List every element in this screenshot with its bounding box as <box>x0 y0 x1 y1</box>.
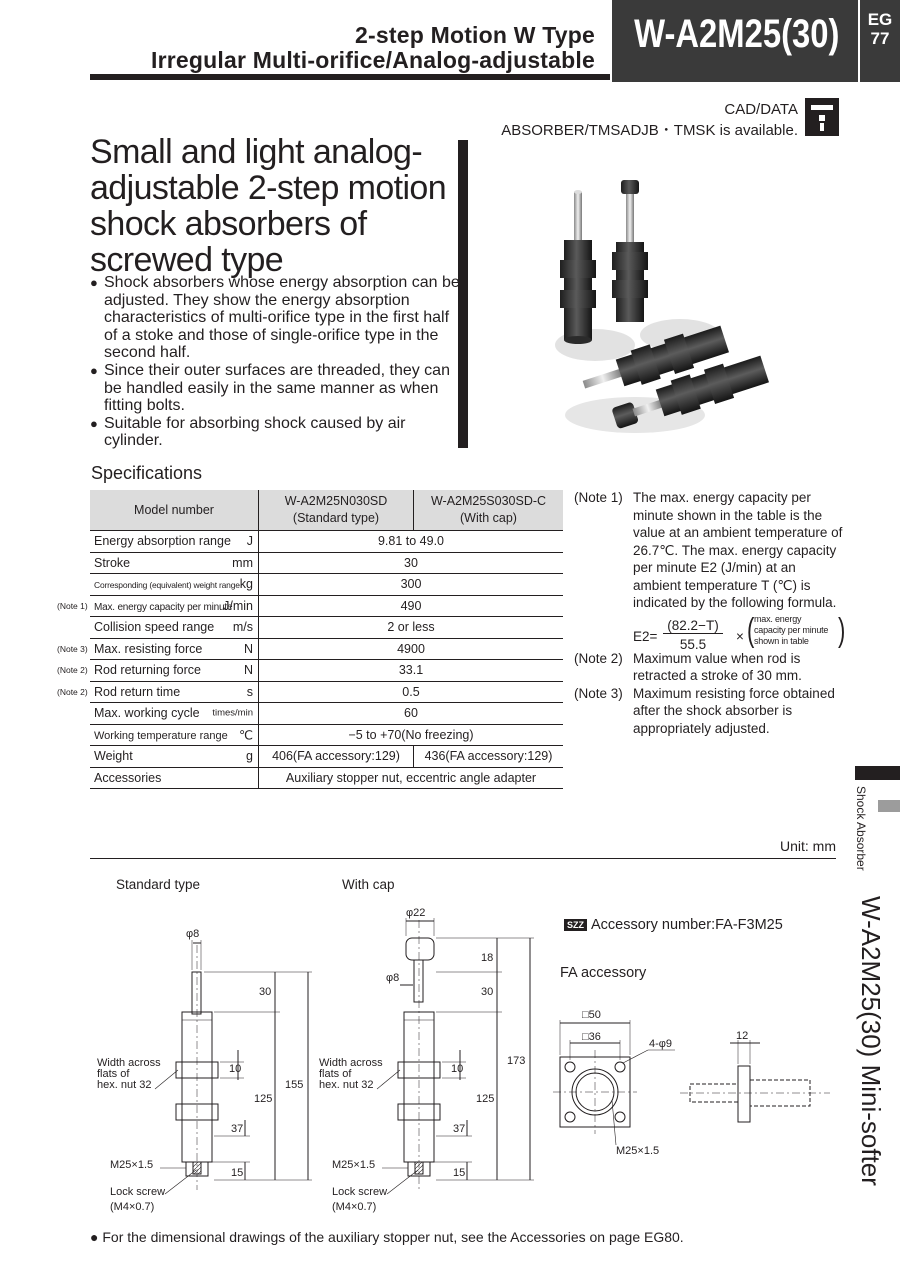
row-value: 0.5 <box>259 681 564 703</box>
row-label: Stroke mm <box>90 552 259 574</box>
col1-model: W-A2M25N030SD <box>284 494 388 508</box>
cap-dim-10: 10 <box>451 1063 464 1075</box>
table-row <box>90 552 563 574</box>
table-row <box>90 574 563 596</box>
table-row <box>90 617 563 639</box>
note-2-tag: (Note 2) <box>574 650 623 666</box>
formula-denominator: 55.5 <box>679 636 707 652</box>
feature-item: ● Suitable for absorbing shock caused by air cylinder. <box>90 415 462 450</box>
fa-thread: M25×1.5 <box>616 1145 660 1157</box>
cap-lock2: (M4×0.7) <box>332 1201 377 1213</box>
std-dim-30: 30 <box>259 986 272 998</box>
col1-header <box>259 490 414 531</box>
row-value-cap: 436(FA accessory:129) <box>414 746 564 768</box>
row-label: Accessories <box>90 767 259 789</box>
model-number-header: Model number <box>90 490 259 531</box>
cap-dim-125: 125 <box>476 1093 495 1105</box>
note-1-text: The max. energy capacity per minute shown in the table is the value at an ambient temperature of 26.7℃. The max. energy capacity per minute E2 (J/min) at an ambient temperature T (℃) is indicated by the following formula. <box>633 490 843 610</box>
formula-paren-3: shown in table <box>754 635 809 646</box>
rod <box>574 192 582 242</box>
std-dim-125: 125 <box>254 1093 273 1105</box>
notes <box>574 489 844 737</box>
unit-label: Unit: mm <box>780 838 836 854</box>
note-2 <box>574 650 844 685</box>
cap-dim-173: 173 <box>507 1055 526 1067</box>
row-value: 33.1 <box>259 660 564 682</box>
row-value: Auxiliary stopper nut, eccentric angle adapter <box>259 767 564 789</box>
specifications-table <box>57 490 563 789</box>
note-3-tag: (Note 3) <box>574 685 623 701</box>
note-1-tag: (Note 1) <box>574 490 623 505</box>
std-dim-155: 155 <box>285 1079 304 1091</box>
table-row <box>90 724 563 746</box>
fa-accessory-label: FA accessory <box>560 965 647 981</box>
product-photo <box>540 160 840 440</box>
cap-dim-37: 37 <box>453 1123 466 1135</box>
note-3-text: Maximum resisting force obtained after the shock absorber is appropriately adjusted. <box>633 685 835 736</box>
table-row <box>90 767 563 789</box>
note-3 <box>574 685 844 738</box>
col2-sub: (With cap) <box>460 511 517 525</box>
fa-holes: 4-φ9 <box>649 1038 673 1050</box>
cap-rod-dia: φ8 <box>386 972 400 984</box>
row-value: 60 <box>259 703 564 725</box>
table-row <box>90 681 563 703</box>
row-label: (Note 1) Max. energy capacity per minute J/min <box>90 595 259 617</box>
cap-dim-15: 15 <box>453 1167 466 1179</box>
row-label: Weight g <box>90 746 259 768</box>
feature-list <box>90 274 462 450</box>
col2-model: W-A2M25S030SD-C <box>430 494 547 508</box>
cad-line1: CAD/DATA <box>724 101 798 118</box>
row-label: Max. working cycle times/min <box>90 703 259 725</box>
fa-sq50: □50 <box>582 1009 601 1021</box>
std-lock1: Lock screw <box>110 1186 166 1198</box>
row-label: (Note 3) Max. resisting force N <box>90 638 259 660</box>
standard-type-label: Standard type <box>116 877 201 892</box>
note-2-text: Maximum value when rod is retracted a stroke of 30 mm. <box>633 650 802 683</box>
specifications-title: Specifications <box>91 463 203 483</box>
table-header-row <box>90 490 563 531</box>
row-label: Energy absorption range J <box>90 531 259 553</box>
accessory-number: SZZ Accessory number:FA-F3M25 <box>564 917 783 933</box>
formula-numerator: (82.2−T) <box>667 617 719 633</box>
std-dim-10: 10 <box>229 1063 242 1075</box>
std-lock2: (M4×0.7) <box>110 1201 155 1213</box>
cap-lock1: Lock screw <box>332 1186 388 1198</box>
formula-times: × <box>736 628 744 644</box>
row-label: (Note 2) Rod returning force N <box>90 660 259 682</box>
header-subtitle-line2: Irregular Multi-orifice/Analog-adjustable <box>151 47 595 73</box>
std-dim-37: 37 <box>231 1123 244 1135</box>
footer-note: ● For the dimensional drawings of the auxiliary stopper nut, see the Accessories on page EG80. <box>90 1229 684 1245</box>
side-category: Shock Absorber <box>854 786 868 871</box>
std-dim-15: 15 <box>231 1167 244 1179</box>
table-row <box>90 595 563 617</box>
std-thread: M25×1.5 <box>110 1159 154 1171</box>
row-value: 30 <box>259 552 564 574</box>
row-value: 4900 <box>259 638 564 660</box>
fa-thickness: 12 <box>736 1030 749 1042</box>
feature-item: ● Since their outer surfaces are threaded, they can be handled easily in the same manner as when fitting bolts. <box>90 362 462 415</box>
side-tab-bar <box>855 766 900 780</box>
header-rule <box>90 74 610 80</box>
formula-paren-2: capacity per minute <box>754 624 829 635</box>
side-tab-marker <box>878 800 900 812</box>
row-value: 300 <box>259 574 564 596</box>
std-hex-note3: hex. nut 32 <box>97 1079 152 1091</box>
note-1 <box>574 489 844 612</box>
formula-paren-1: max. energy <box>754 613 802 624</box>
row-value-standard: 406(FA accessory:129) <box>259 746 414 768</box>
col1-sub: (Standard type) <box>292 511 380 525</box>
section-code: EG <box>867 10 893 29</box>
std-hex-note2: flats of <box>97 1068 130 1080</box>
header-page-code <box>860 10 900 48</box>
cap-thread: M25×1.5 <box>332 1159 376 1171</box>
table-row <box>90 638 563 660</box>
std-rod-dia: φ8 <box>186 928 200 940</box>
table-row <box>90 703 563 725</box>
cap-dia: φ22 <box>406 907 426 919</box>
formula-lhs: E2= <box>633 628 658 644</box>
cad-data-icon[interactable] <box>805 98 839 136</box>
cap-dim-18: 18 <box>481 952 494 964</box>
row-label: Corresponding (equivalent) weight range kg <box>90 574 259 596</box>
cap-hex-note1: Width across <box>319 1057 383 1069</box>
cap-dim-30: 30 <box>481 986 494 998</box>
col2-header <box>414 490 564 531</box>
table-row <box>90 531 563 553</box>
row-label: (Note 2) Rod return time s <box>90 681 259 703</box>
cap-hex-note2: flats of <box>319 1068 352 1080</box>
cap-hex-note3: hex. nut 32 <box>319 1079 374 1091</box>
row-value: −5 to +70(No freezing) <box>259 724 564 746</box>
dimension-drawings <box>0 880 900 1220</box>
table-row <box>90 746 563 768</box>
row-label: Working temperature range ℃ <box>90 724 259 746</box>
with-cap-label: With cap <box>342 877 395 892</box>
szz-badge: SZZ <box>564 919 587 931</box>
row-value: 490 <box>259 595 564 617</box>
cad-line2: ABSORBER/TMSADJB・TMSK is available. <box>501 122 798 139</box>
side-title: W-A2M25(30) Mini-softer <box>856 896 886 1186</box>
header-subtitle-line1: 2-step Motion W Type <box>355 22 595 48</box>
fa-sq36: □36 <box>582 1031 601 1043</box>
header-model-number: W-A2M25(30) <box>634 12 840 56</box>
row-value: 9.81 to 49.0 <box>259 531 564 553</box>
headline: Small and light analog-adjustable 2-step motion shock absorbers of screwed type <box>90 133 447 279</box>
std-hex-note1: Width across <box>97 1057 161 1069</box>
row-label: Collision speed range m/s <box>90 617 259 639</box>
table-row <box>90 660 563 682</box>
row-value: 2 or less <box>259 617 564 639</box>
energy-formula: E2= (82.2−T) 55.5 × ( max. energy capacity per minute shown in table ) <box>633 610 846 652</box>
section-rule <box>90 858 836 859</box>
feature-item: ● Shock absorbers whose energy absorption can be adjusted. They show the energy absorption characteristics of multi-orifice type in the first half of a stoke and those of single-orifice type in the second half. <box>90 274 462 362</box>
page-number: 77 <box>870 29 890 48</box>
